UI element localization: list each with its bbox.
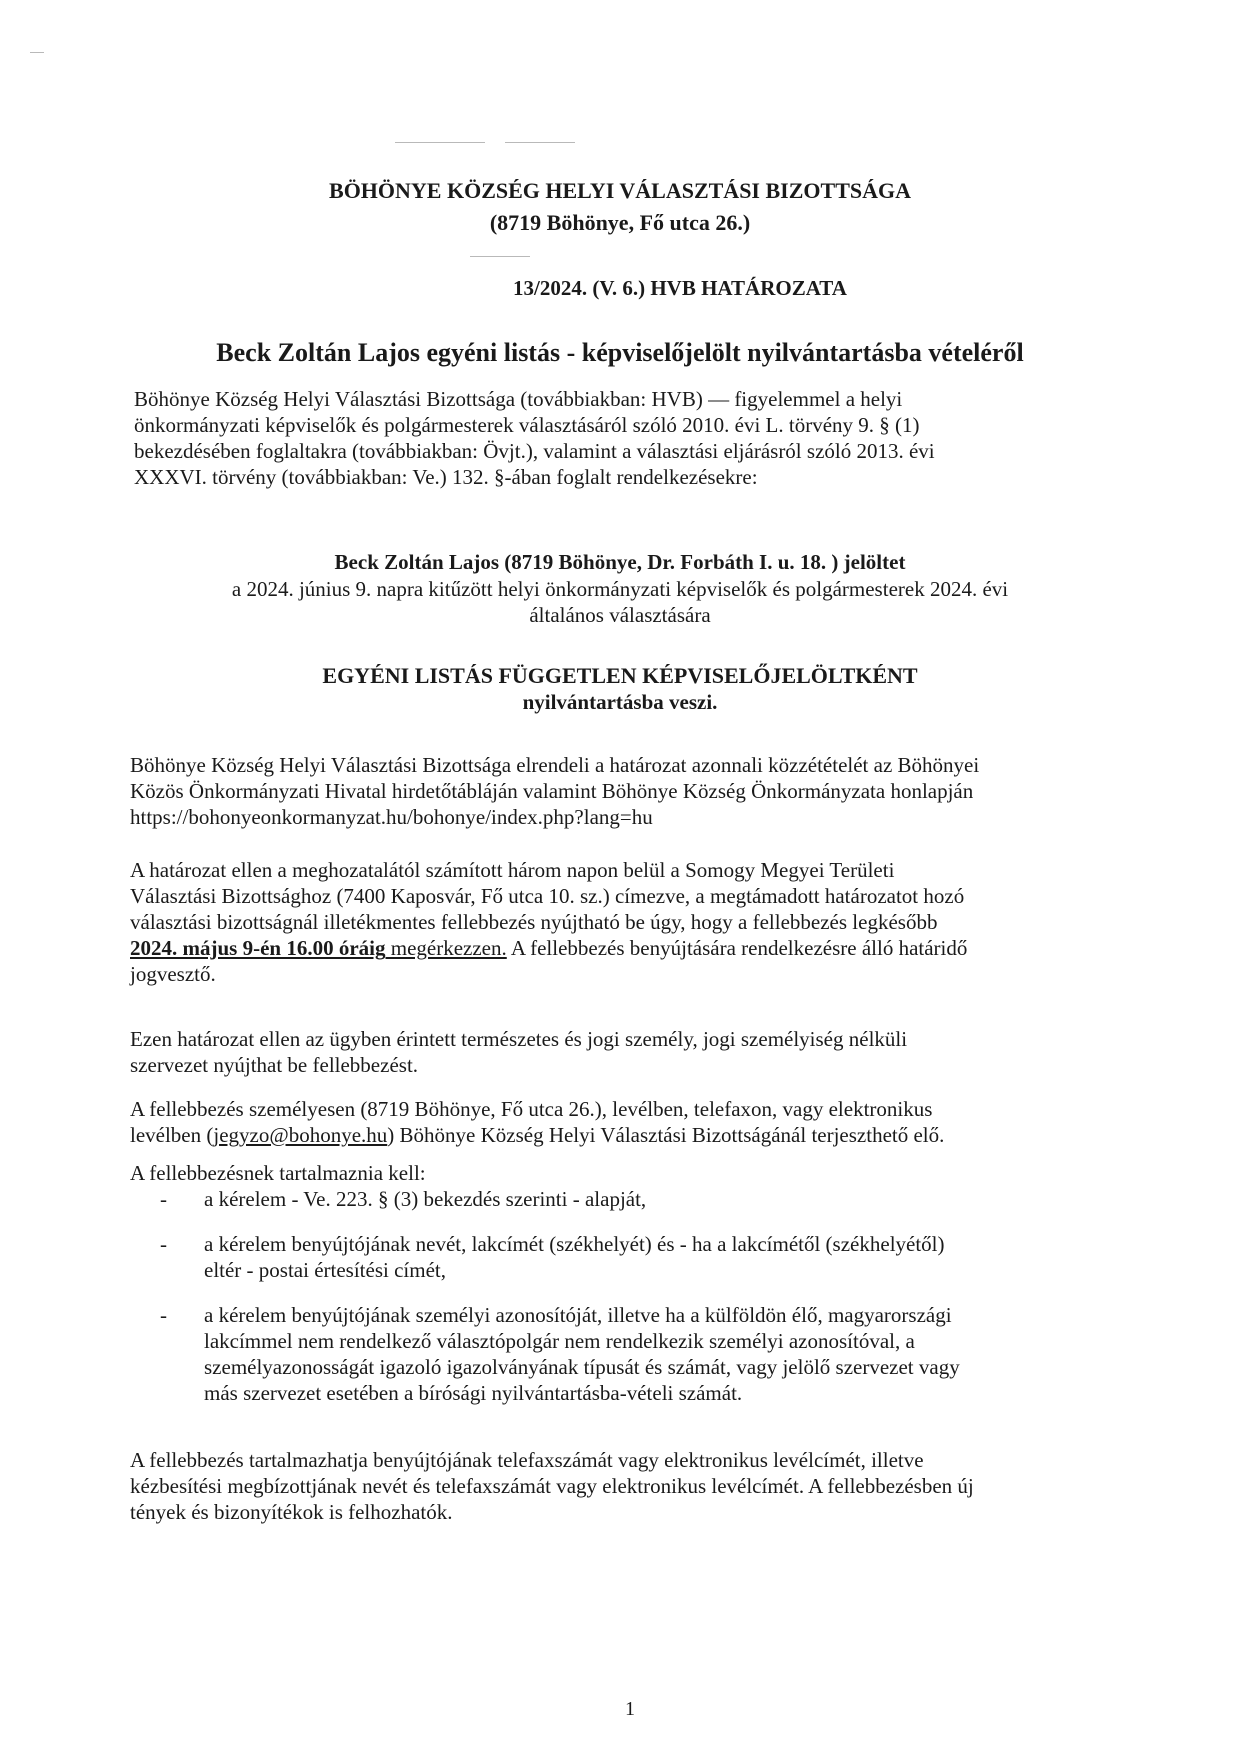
- contents-intro: A fellebbezésnek tartalmaznia kell:: [130, 1161, 426, 1185]
- scan-artifact: [395, 142, 485, 143]
- intro-paragraph: [134, 386, 1108, 490]
- appeal-arrival: megérkezzen.: [385, 936, 507, 960]
- list-item-line: lakcímmel nem rendelkező választópolgár nem rendelkezik személyi azonosítóval, a: [204, 1329, 915, 1353]
- list-item: [160, 1231, 1104, 1283]
- list-dash: -: [160, 1303, 167, 1327]
- list-item-line: eltér - postai értesítési címét,: [204, 1258, 446, 1282]
- optional-line: A fellebbezés tartalmazhatja benyújtójának telefaxszámát vagy elektronikus levélcímét, illetve: [130, 1448, 924, 1472]
- appeal-line: Választási Bizottsághoz (7400 Kaposvár, Fő utca 10. sz.) címezve, a megtámadott határozatot hozó: [130, 884, 965, 908]
- submission-line: [130, 1122, 1110, 1148]
- submission-text: levélben (: [130, 1123, 214, 1147]
- appeal-line: A határozat ellen a meghozatalától számított három napon belül a Somogy Megyei Területi: [130, 858, 895, 882]
- list-item-line: a kérelem benyújtójának személyi azonosítóját, illetve ha a külföldön élő, magyarországi: [204, 1303, 952, 1327]
- decision-line: általános választására: [529, 603, 711, 627]
- publication-line: Böhönye Község Helyi Választási Bizottsága elrendeli a határozat azonnali közzétételét az Böhönyei: [130, 753, 980, 777]
- email-link[interactable]: jegyzo@bohonye.hu: [213, 1123, 388, 1147]
- list-dash: -: [160, 1232, 167, 1256]
- list-item-line: a kérelem benyújtójának nevét, lakcímét (székhelyét) és - ha a lakcímétől (székhelyétől): [204, 1232, 945, 1256]
- submission-text: ) Böhönye Község Helyi Választási Bizottságánál terjeszthető elő.: [387, 1123, 945, 1147]
- committee-address: (8719 Böhönye, Fő utca 26.): [489, 210, 751, 235]
- intro-line: önkormányzati képviselők és polgármesterek választásáról szóló 2010. évi L. törvény 9. § (1): [134, 413, 920, 437]
- list-item: [160, 1186, 1104, 1212]
- decision-heading-sub: nyilvántartásba veszi.: [522, 690, 718, 714]
- publication-url: https://bohonyeonkormanyzat.hu/bohonye/index.php?lang=hu: [130, 805, 653, 829]
- submission-paragraph: [130, 1096, 1110, 1148]
- appeal-line: választási bizottságnál illetékmentes fellebbezés nyújtható be úgy, hogy a fellebbezés legkésőbb: [130, 910, 938, 934]
- list-dash: -: [160, 1187, 167, 1211]
- submission-line: A fellebbezés személyesen (8719 Böhönye, Fő utca 26.), levélben, telefaxon, vagy elektronikus: [130, 1097, 933, 1121]
- appeal-deadline: 2024. május 9-én 16.00 óráig: [130, 936, 386, 960]
- list-item: [160, 1302, 1104, 1406]
- list-item-line: személyazonosságát igazoló igazolványának típusát és számát, vagy jelölő szervezet vagy: [204, 1355, 960, 1379]
- intro-line: Böhönye Község Helyi Választási Bizottsága (továbbiakban: HVB) — figyelemmel a helyi: [134, 387, 903, 411]
- scan-artifact: [470, 256, 530, 257]
- publication-paragraph: [130, 752, 1110, 830]
- decision-heading: EGYÉNI LISTÁS FÜGGETLEN KÉPVISELŐJELÖLTKÉNT: [322, 663, 918, 688]
- who-may-appeal-paragraph: [130, 1026, 1110, 1078]
- resolution-subject: Beck Zoltán Lajos egyéni listás - képviselőjelölt nyilvántartásba vételéről: [216, 338, 1024, 367]
- decision-line: a 2024. június 9. napra kitűzött helyi önkormányzati képviselők és polgármesterek 2024. évi: [231, 577, 1009, 601]
- resolution-number: 13/2024. (V. 6.) HVB HATÁROZATA: [513, 276, 847, 300]
- appeal-deadline-line: [130, 935, 1110, 961]
- committee-name: BÖHÖNYE KÖZSÉG HELYI VÁLASZTÁSI BIZOTTSÁGA: [329, 178, 911, 203]
- appeal-deadline-rest: A fellebbezés benyújtására rendelkezésre álló határidő: [506, 936, 968, 960]
- intro-line: XXXVI. törvény (továbbiakban: Ve.) 132. §-ában foglalt rendelkezésekre:: [134, 465, 758, 489]
- who-may-appeal-line: szervezet nyújthat be fellebbezést.: [130, 1053, 419, 1077]
- appeal-line: jogvesztő.: [130, 962, 216, 986]
- optional-line: tények és bizonyítékok is felhozhatók.: [130, 1500, 453, 1524]
- scan-artifact: [505, 142, 575, 143]
- list-item-line: más szervezet esetében a bírósági nyilvántartásba-vételi számát.: [204, 1381, 743, 1405]
- optional-line: kézbesítési megbízottjának nevét és telefaxszámát vagy elektronikus levélcímét. A fellebbezésben új: [130, 1474, 974, 1498]
- scan-artifact: [30, 52, 44, 53]
- page-number: 1: [625, 1698, 635, 1720]
- who-may-appeal-line: Ezen határozat ellen az ügyben érintett természetes és jogi személy, jogi személyiség nélküli: [130, 1027, 908, 1051]
- candidate-line: Beck Zoltán Lajos (8719 Böhönye, Dr. Forbáth I. u. 18. ) jelöltet: [334, 550, 906, 574]
- publication-line: Közös Önkormányzati Hivatal hirdetőtábláján valamint Böhönye Község Önkormányzata honlapján: [130, 779, 974, 803]
- list-item-line: a kérelem - Ve. 223. § (3) bekezdés szerinti - alapját,: [204, 1187, 647, 1211]
- optional-paragraph: [130, 1447, 1110, 1525]
- intro-line: bekezdésében foglaltakra (továbbiakban: Övjt.), valamint a választási eljárásról szóló 2013. évi: [134, 439, 935, 463]
- appeal-paragraph: [130, 857, 1110, 987]
